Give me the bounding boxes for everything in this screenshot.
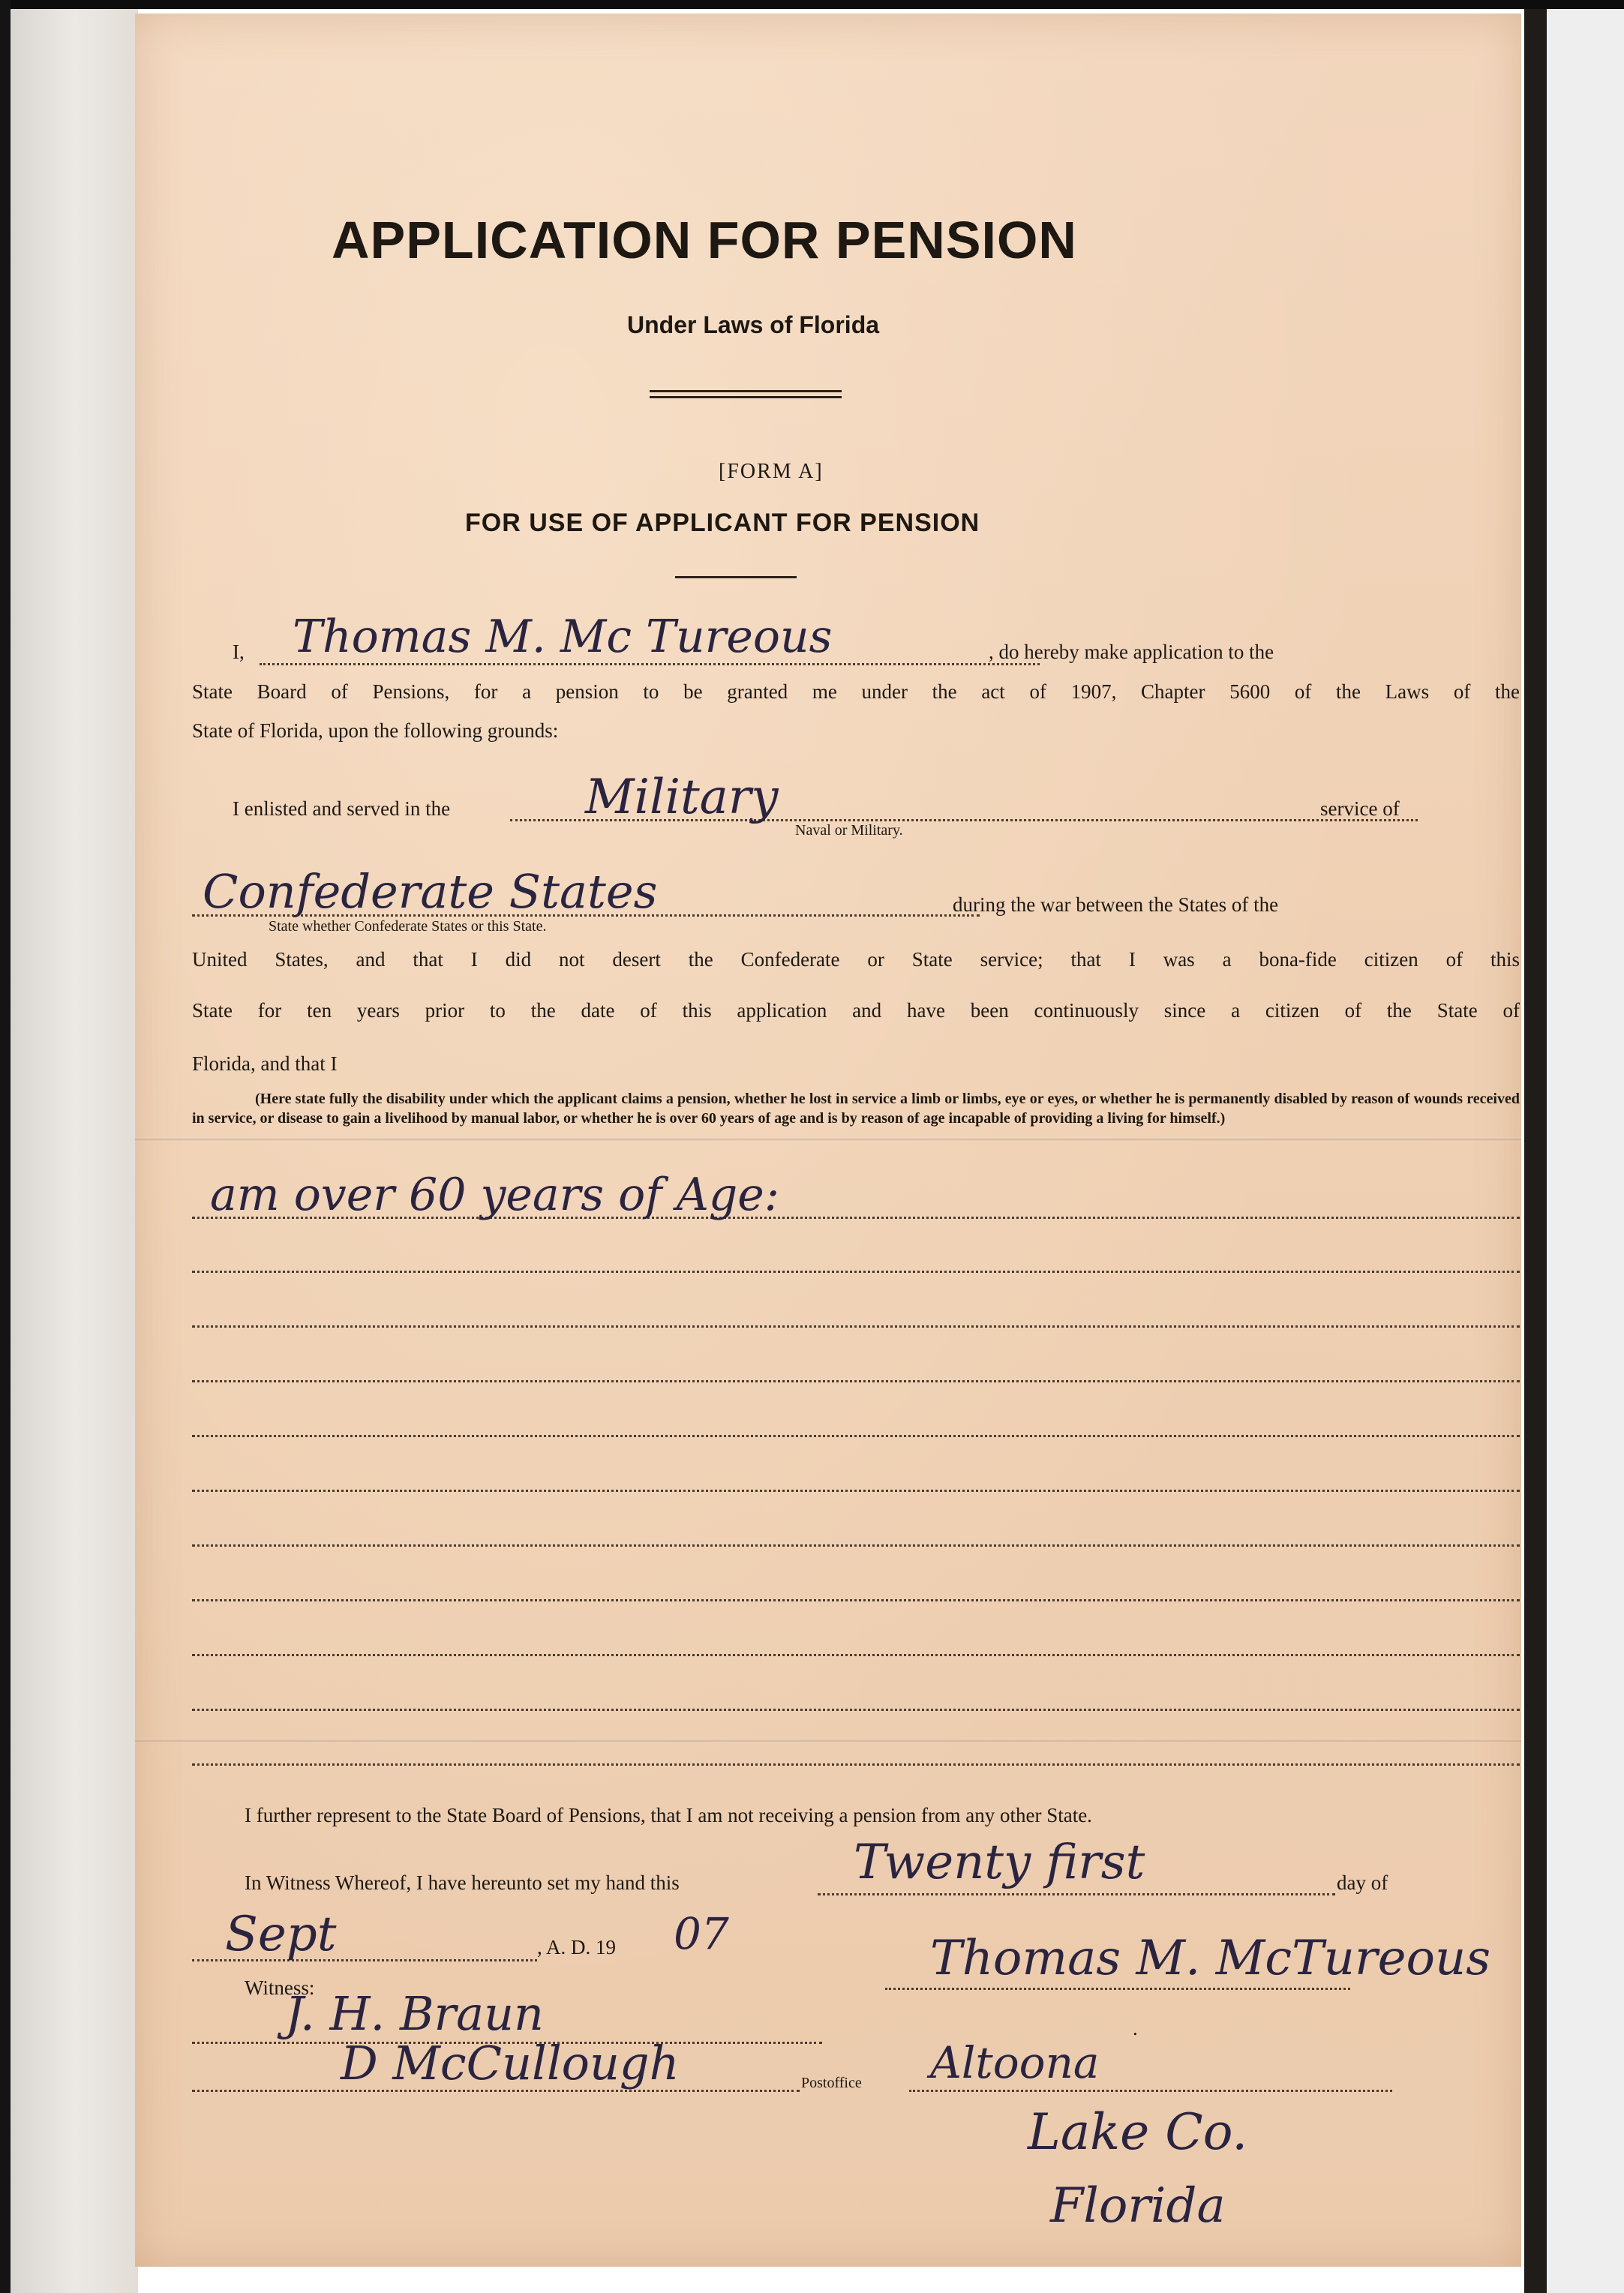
blank-answer-line [192,1325,1520,1328]
form-subtitle: Under Laws of Florida [627,311,880,338]
state-handwritten: Florida [1050,2178,1226,2234]
disability-answer: am over 60 years of Age: [210,1169,780,1221]
citizenship-line: State for ten years prior to the date of this application and have been continuously since a citizen of the State of [192,999,1520,1022]
title-divider [650,390,842,392]
month-value: Sept [225,1907,337,1962]
pension-application-form [135,14,1521,2267]
heading-divider [675,576,797,578]
scanner-frame-left [0,0,11,2293]
day-value: Twenty first [854,1835,1145,1890]
paper-fold [135,1137,1521,1142]
witness-2-signature: D McCullough [341,2036,680,2090]
year-value: 07 [674,1908,729,1959]
blank-answer-line [192,1654,1520,1656]
period-mark: . [1133,2017,1138,2039]
service-suffix: service of [1320,797,1400,820]
witness-label: Witness: [245,1976,315,1999]
blank-answer-line [192,1709,1520,1711]
scanner-frame-right [1524,9,1547,2293]
service-prefix: I enlisted and served in the [233,797,451,820]
citizenship-line: United States, and that I did not desert the Confederate or State service; that I was a bona-fide citizen of this [192,948,1520,971]
form-label: [FORM A] [719,460,824,483]
postoffice-label: Postoffice [801,2075,862,2091]
blank-answer-line [192,1490,1520,1492]
scanner-frame-top [11,0,1624,9]
witness-1-signature: J. H. Braun [285,1986,544,2041]
service-type: Military [585,770,779,825]
declaration-line: State of Florida, upon the following grounds: [192,719,559,742]
witness-whereof: In Witness Whereof, I have hereunto set my hand this [245,1871,680,1894]
state-value: Confederate States [203,864,658,919]
sleeve-edge [11,9,138,2293]
blank-answer-line [192,1435,1520,1437]
blank-answer-line [192,1599,1520,1601]
year-prefix: , A. D. 19 [537,1936,617,1958]
postoffice-line [909,2090,1392,2092]
service-hint: Naval or Military. [795,822,903,839]
day-suffix: day of [1337,1871,1388,1894]
citizenship-line: Florida, and that I [192,1052,338,1075]
blank-answer-line [192,1271,1520,1273]
title-divider [650,396,842,398]
state-hint: State whether Confederate States or this State. [269,918,547,935]
paper-fold [135,1739,1521,1743]
applicant-name-line [260,663,1040,665]
blank-answer-line [192,1380,1520,1382]
applicant-signature-line [885,1988,1350,1990]
declaration-prefix: I, [233,641,245,663]
postoffice-value: Altoona [930,2037,1100,2088]
county-value: Lake Co. [1028,2103,1248,2161]
blank-answer-line [192,1544,1520,1547]
disability-instructions: (Here state fully the disability under which the applicant claims a pension, whether he lost in service a limb or limbs, eye or eyes, or whether he is permanently disabled by reason of wounds received in service, or disease to gain a livelihood by manual labor, or whether he is over 60 years of age and is by reason of age incapable of providing a living for himself.) [192,1091,1520,1127]
form-heading: FOR USE OF APPLICANT FOR PENSION [465,509,980,537]
further-statement: I further represent to the State Board of Pensions, that I am not receiving a pension from any other State. [245,1804,1092,1826]
applicant-signature: Thomas M. McTureous [930,1931,1491,1986]
form-title: APPLICATION FOR PENSION [332,211,1077,269]
state-suffix: during the war between the States of the [953,893,1279,916]
declaration-suffix: , do hereby make application to the [989,641,1274,663]
applicant-name: Thomas M. Mc Tureous [293,611,833,663]
day-line [818,1893,1335,1895]
blank-answer-line [192,1763,1520,1766]
scanner-frame-margin [1547,9,1624,2293]
declaration-line: State Board of Pensions, for a pension to be granted me under the act of 1907, Chapter 5600 of the Laws of the [192,680,1520,703]
